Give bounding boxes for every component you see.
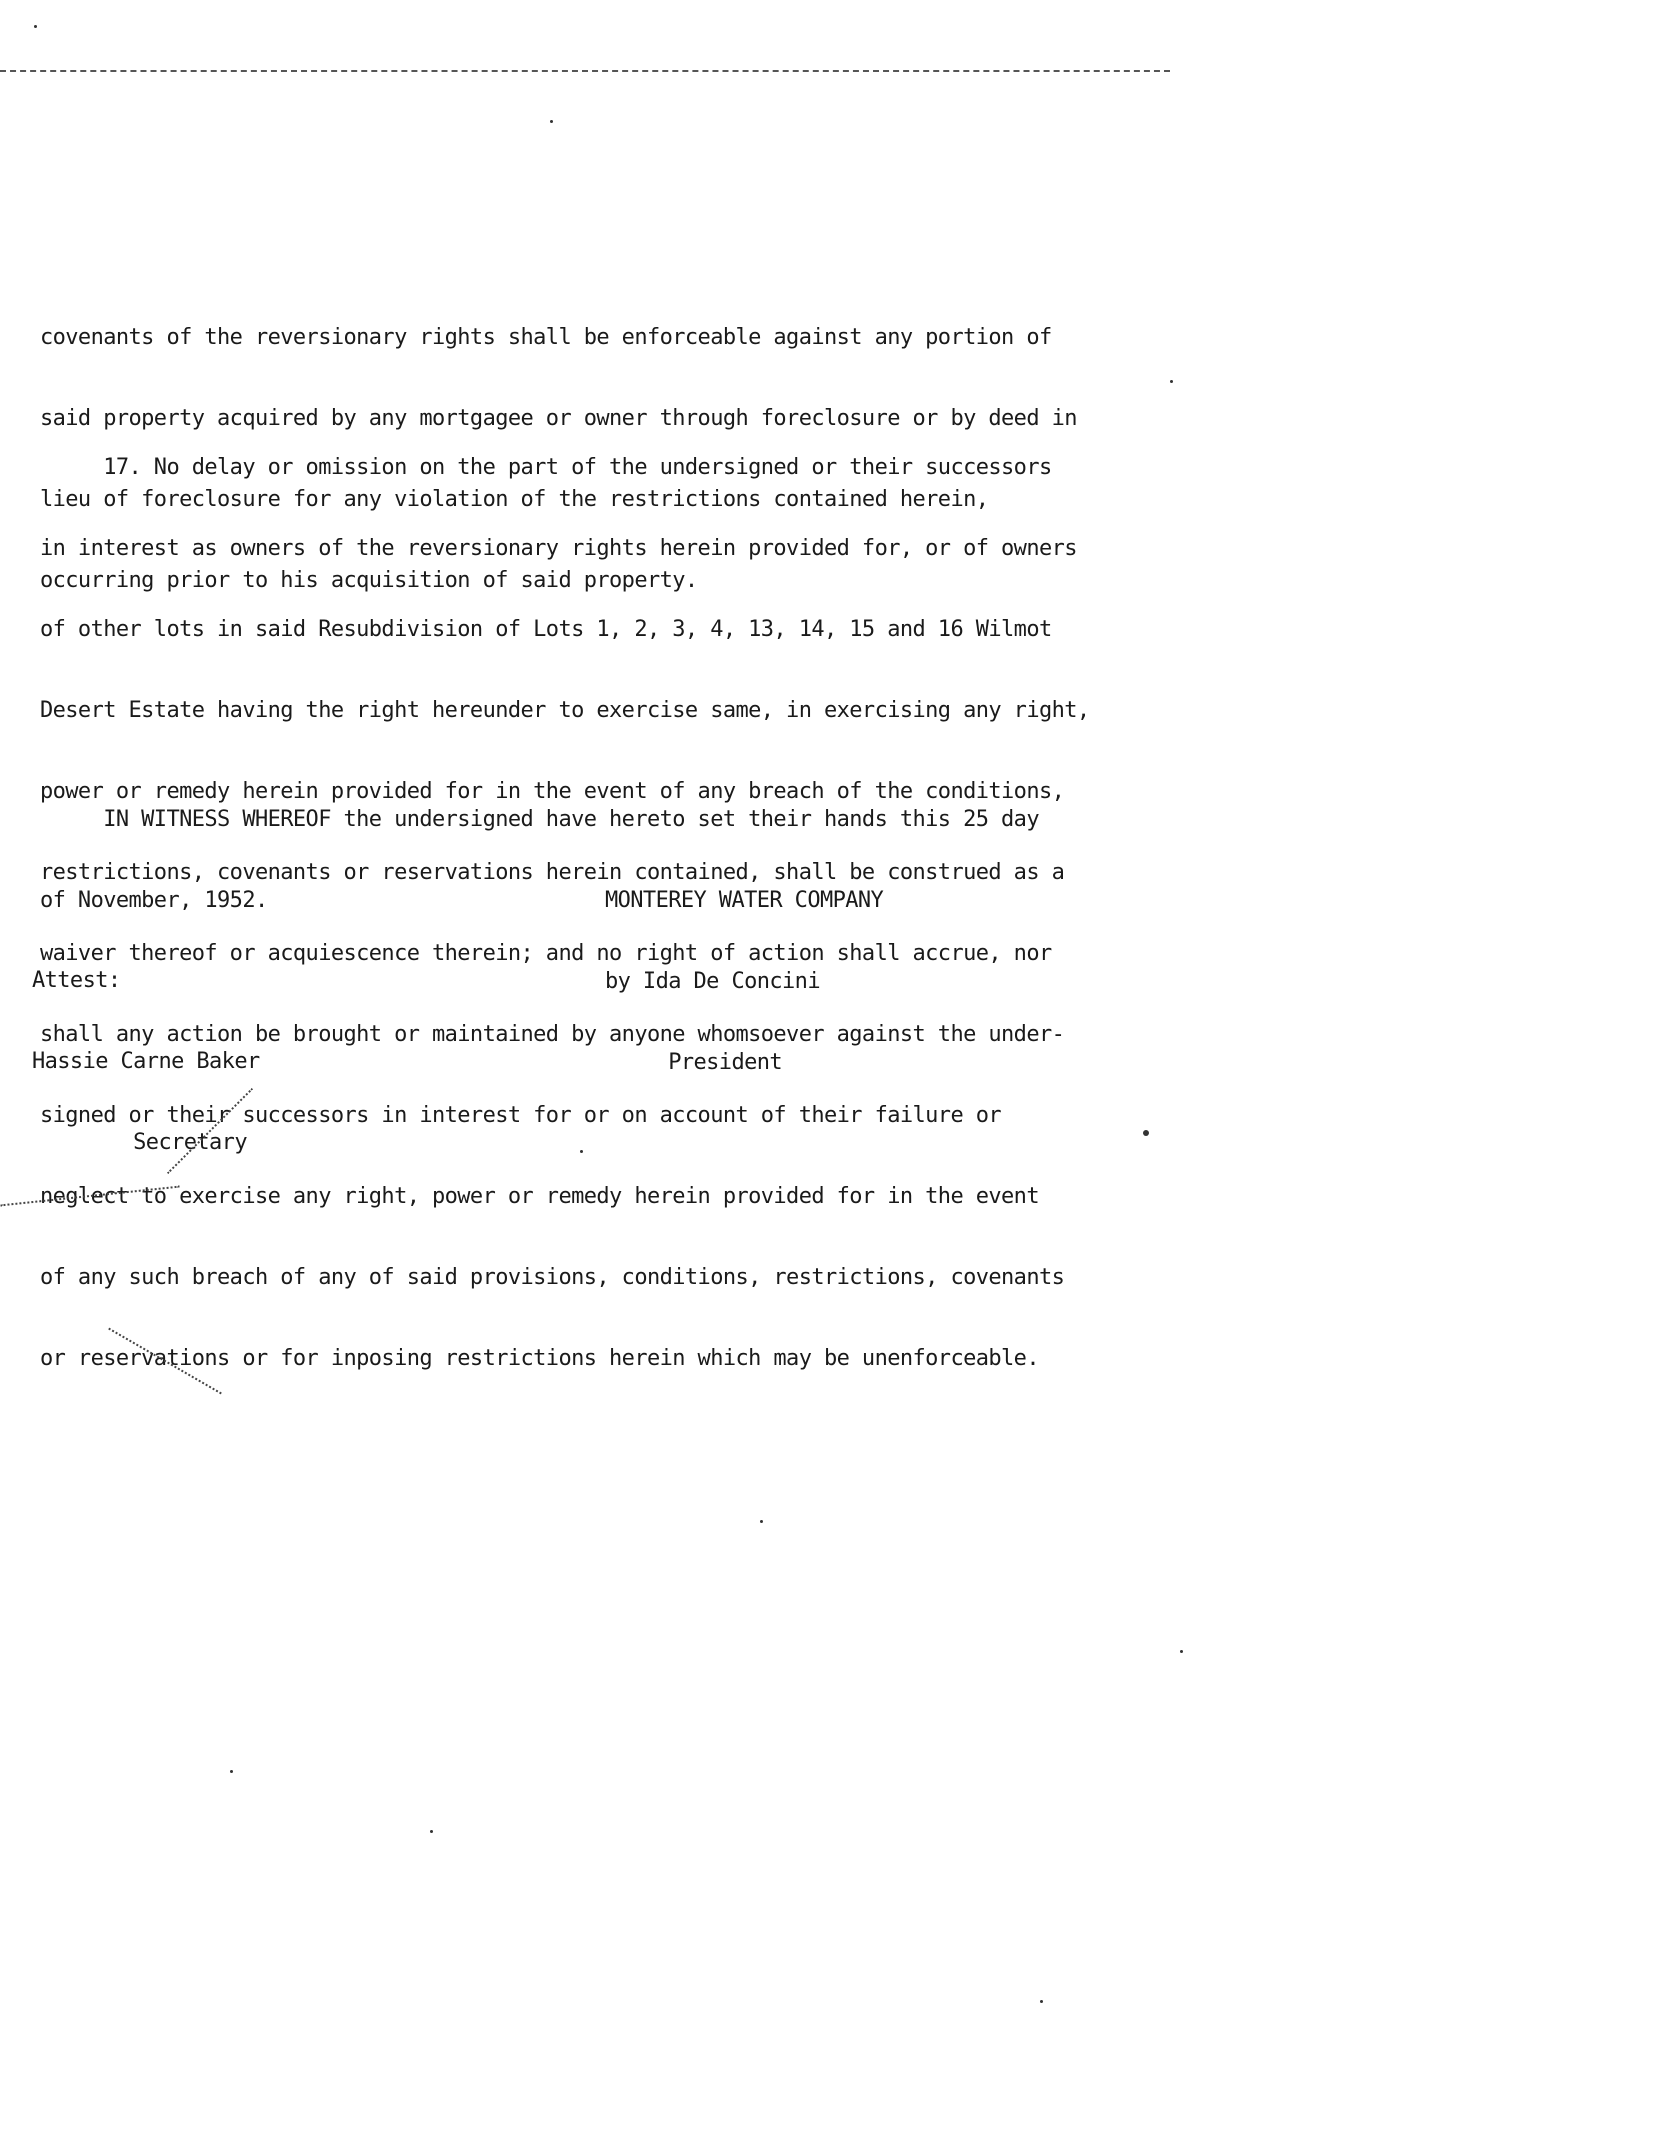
- top-scan-rule: [0, 70, 1170, 72]
- scan-speck: [760, 1520, 763, 1523]
- scan-speck: [34, 25, 37, 28]
- scan-speck: [230, 1770, 233, 1773]
- text-line: waiver thereof or acquiescence therein; and no right of action shall accrue, nor: [40, 941, 1052, 966]
- text-line: restrictions, covenants or reservations herein contained, shall be construed as a: [40, 860, 1065, 885]
- text-line: lieu of foreclosure for any violation of the restrictions contained herein,: [40, 487, 989, 512]
- text-line: or reservations or for inposing restrictions herein which may be unenforceable.: [40, 1346, 1039, 1371]
- text-line: signed or their successors in interest for or on account of their failure or: [40, 1103, 1002, 1128]
- text-line: power or remedy herein provided for in the event of any breach of the conditions,: [40, 779, 1065, 804]
- scan-speck: [1180, 1650, 1183, 1653]
- text-line: covenants of the reversionary rights shall be enforceable against any portion of: [40, 325, 1052, 350]
- scan-speck: [550, 120, 553, 123]
- attest-signature-block: [32, 913, 260, 1210]
- scan-speck: [1143, 1130, 1149, 1136]
- attest-label: Attest:: [32, 968, 121, 993]
- company-name: MONTEREY WATER COMPANY: [605, 888, 884, 913]
- text-line: neglect to exercise any right, power or remedy herein provided for in the event: [40, 1184, 1039, 1209]
- text-line: occurring prior to his acquisition of said property.: [40, 568, 698, 593]
- text-line: IN WITNESS WHEREOF the undersigned have hereto set their hands this 25 day: [40, 807, 1039, 832]
- signer-title: President: [605, 1050, 783, 1075]
- scan-speck: [1170, 380, 1173, 383]
- attest-title: Secretary: [32, 1130, 247, 1155]
- text-line: of any such breach of any of said provisions, conditions, restrictions, covenants: [40, 1265, 1065, 1290]
- scan-speck: [430, 1830, 433, 1833]
- text-line: shall any action be brought or maintained by anyone whomsoever against the under-: [40, 1022, 1065, 1047]
- text-line: of other lots in said Resubdivision of Lots 1, 2, 3, 4, 13, 14, 15 and 16 Wilmot: [40, 617, 1052, 642]
- text-line: Desert Estate having the right hereunder to exercise same, in exercising any right,: [40, 698, 1090, 723]
- text-line: 17. No delay or omission on the part of the undersigned or their successors: [40, 455, 1052, 480]
- signer-name: by Ida De Concini: [605, 969, 820, 994]
- text-line: in interest as owners of the reversionary rights herein provided for, or of owners: [40, 536, 1077, 561]
- company-signature-block: [605, 833, 883, 1130]
- text-line: said property acquired by any mortgagee or owner through foreclosure or by deed in: [40, 406, 1077, 431]
- scan-speck: [1040, 2000, 1043, 2003]
- text-line: of November, 1952.: [40, 888, 268, 913]
- attest-name: Hassie Carne Baker: [32, 1049, 260, 1074]
- scan-speck: [580, 1150, 583, 1153]
